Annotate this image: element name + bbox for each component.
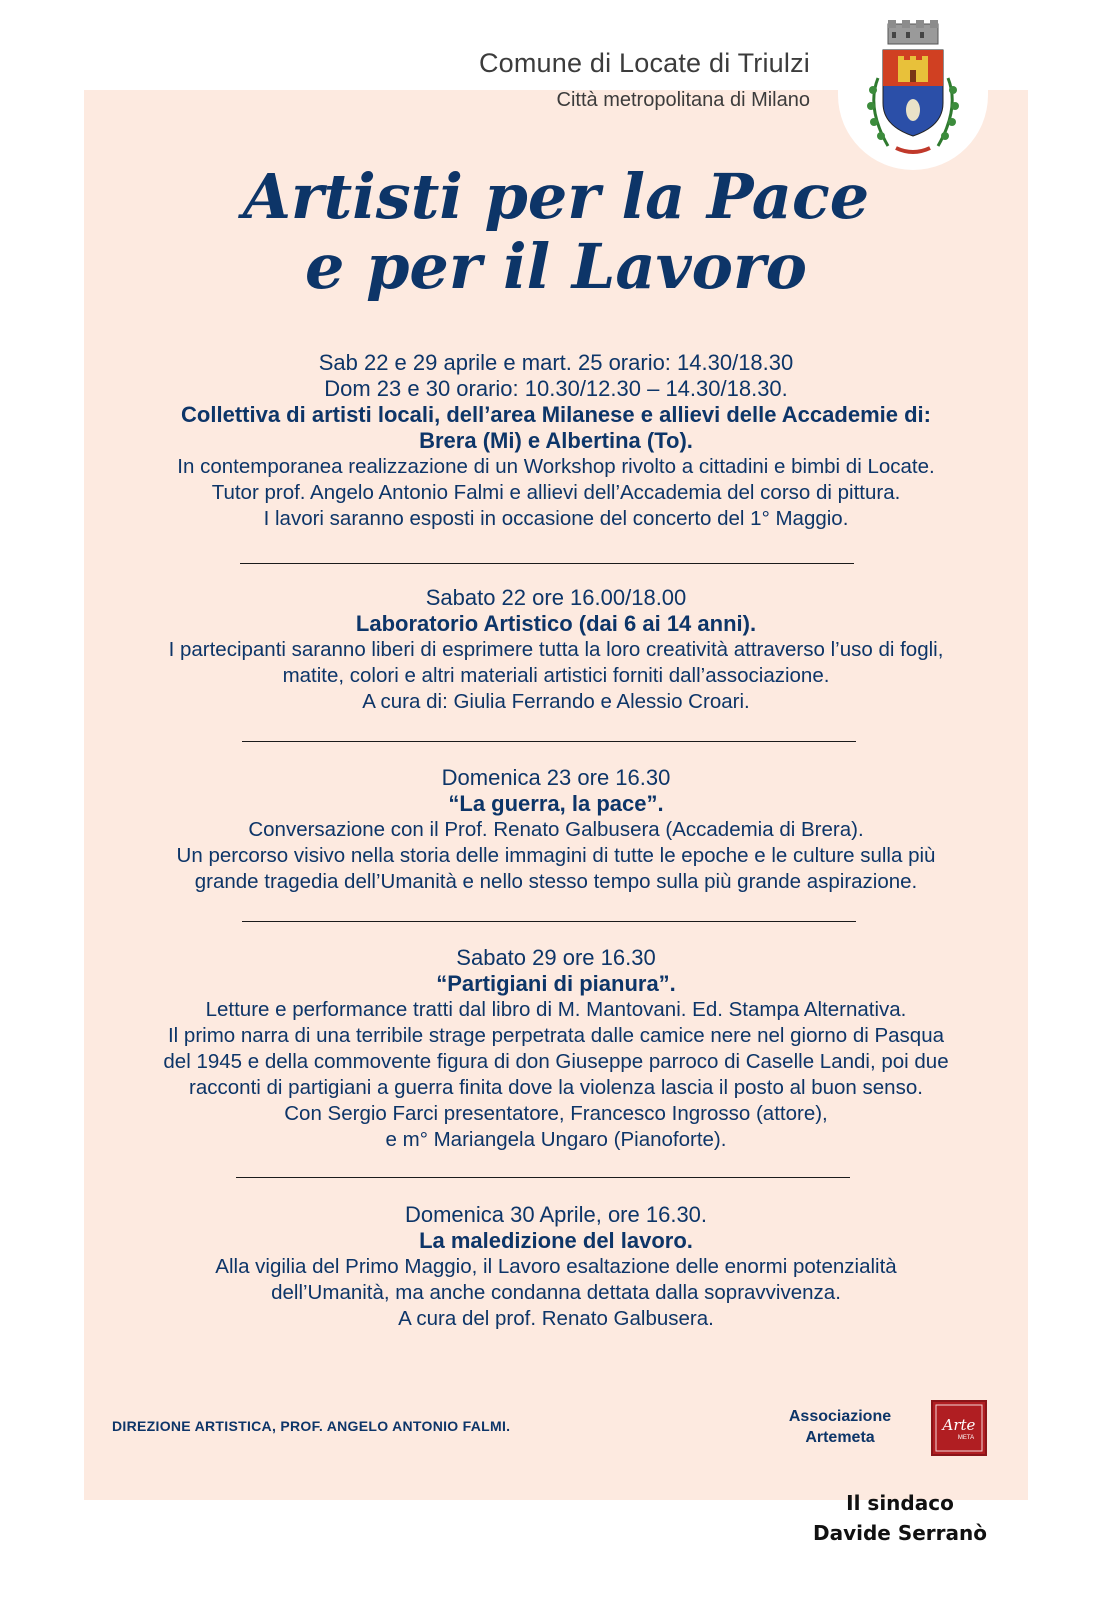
municipality-name: Comune di Locate di Triulzi [478,48,810,78]
association-line-1: Associazione [788,1408,892,1425]
event-description: racconti di partigiani a guerra finita dove la violenza lascia il posto al buon senso. [189,1076,923,1099]
event-section-3 [84,765,1028,895]
divider [242,921,856,922]
event-section-2 [84,585,1028,715]
event-time: Sabato 29 ore 16.30 [456,945,656,970]
association-name [770,1406,910,1448]
title-line-2: e per il Lavoro [305,230,807,303]
mayor-role: Il sindaco [846,1491,954,1515]
association-line-2: Artemeta [805,1429,875,1446]
artistic-direction: DIREZIONE ARTISTICA, PROF. ANGELO ANTONIO FALMI. [112,1418,511,1434]
logo-text: Arte [942,1416,976,1434]
event-time: Domenica 23 ore 16.30 [441,765,671,790]
mayor-signature [790,1488,1010,1548]
title-line-1: Artisti per la Pace [242,160,870,233]
municipality-subtitle: Città metropolitana di Milano [556,89,810,111]
event-time: Domenica 30 Aprile, ore 16.30. [404,1202,708,1227]
artemeta-logo-icon [931,1400,987,1456]
event-section-4 [84,945,1028,1153]
mayor-name: Davide Serranò [812,1521,987,1545]
event-description: Con Sergio Farci presentatore, Francesco Ingrosso (attore), [284,1102,828,1125]
event-description: Tutor prof. Angelo Antonio Falmi e allievi dell’Accademia del corso di pittura. [211,481,901,504]
event-title: Collettiva di artisti locali, dell’area Milanese e allievi delle Accademie di: [181,402,931,427]
event-time: Sab 22 e 29 aprile e mart. 25 orario: 14.30/18.30 [318,350,794,375]
divider [236,1177,850,1178]
event-time: Dom 23 e 30 orario: 10.30/12.30 – 14.30/18.30. [324,376,788,401]
event-description: Un percorso visivo nella storia delle immagini di tutte le epoche e le culture sulla più [176,844,936,867]
event-description: del 1945 e della commovente figura di don Giuseppe parroco di Caselle Landi, poi due [163,1050,949,1073]
event-description: Alla vigilia del Primo Maggio, il Lavoro esaltazione delle enormi potenzialità [215,1255,897,1278]
event-description: Il primo narra di una terribile strage perpetrata dalle camice nere nel giorno di Pasqua [167,1024,944,1047]
divider [242,741,856,742]
event-description: e m° Mariangela Ungaro (Pianoforte). [385,1128,727,1151]
event-description: In contemporanea realizzazione di un Workshop rivolto a cittadini e bimbi di Locate. [177,455,935,478]
event-time: Sabato 22 ore 16.00/18.00 [425,585,687,610]
event-title: Laboratorio Artistico (dai 6 ai 14 anni). [355,611,757,636]
event-section-5 [84,1202,1028,1332]
event-title: “La guerra, la pace”. [448,791,664,816]
municipality-header [479,48,810,112]
event-description: Conversazione con il Prof. Renato Galbusera (Accademia di Brera). [248,818,864,841]
coat-of-arms-icon [838,0,988,170]
poster-title [84,162,1028,302]
logo-subtext: META [957,1435,975,1441]
event-description: Letture e performance tratti dal libro di M. Mantovani. Ed. Stampa Alternativa. [205,998,907,1021]
event-description: matite, colori e altri materiali artistici forniti dall’associazione. [282,664,830,687]
event-title: Brera (Mi) e Albertina (To). [419,428,693,453]
divider [240,563,854,564]
event-title: “Partigiani di pianura”. [436,971,676,996]
event-description: dell’Umanità, ma anche condanna dettata dalla sopravvivenza. [271,1281,841,1304]
event-title: La maledizione del lavoro. [419,1228,693,1253]
event-description: A cura del prof. Renato Galbusera. [398,1307,714,1330]
event-section-1 [84,350,1028,532]
event-description: I partecipanti saranno liberi di esprimere tutta la loro creatività attraverso l’uso di fogli, [168,638,944,661]
event-description: I lavori saranno esposti in occasione del concerto del 1° Maggio. [263,507,849,530]
event-description: grande tragedia dell’Umanità e nello stesso tempo sulla più grande aspirazione. [194,870,918,893]
event-description: A cura di: Giulia Ferrando e Alessio Croari. [362,690,750,713]
